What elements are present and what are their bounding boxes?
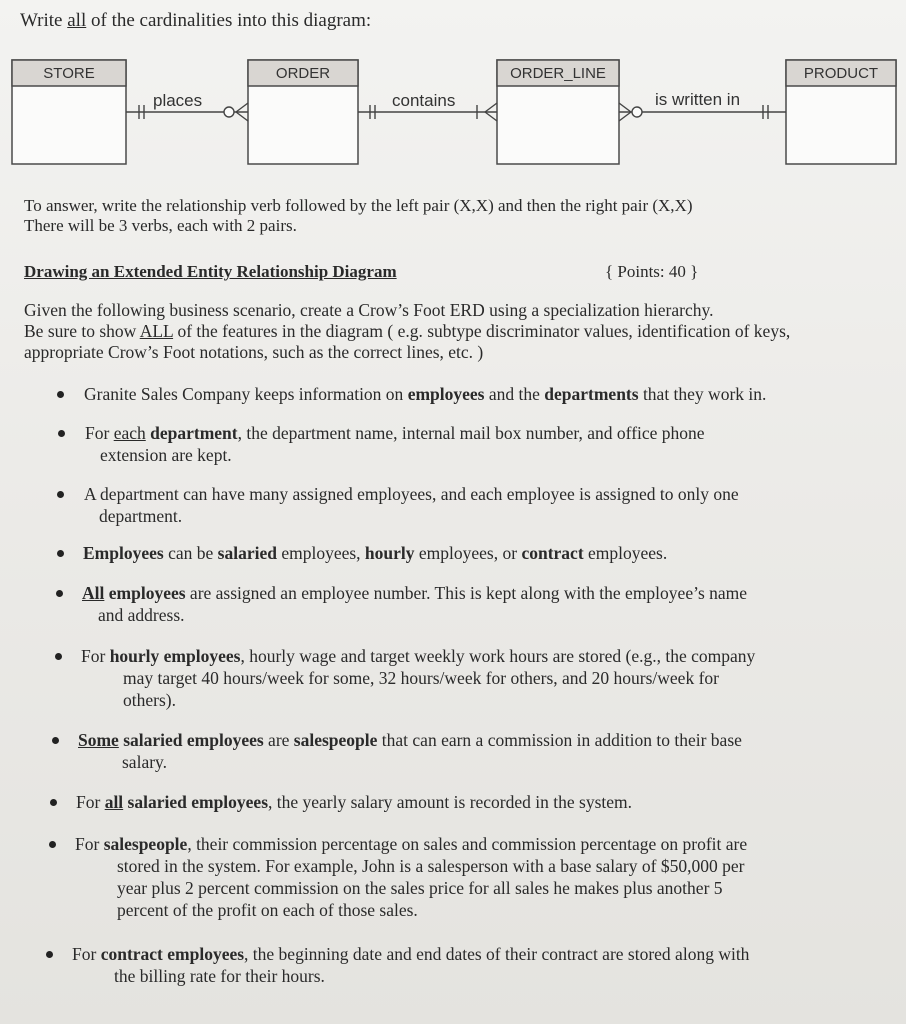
bullet-dot	[58, 430, 65, 437]
entity-store	[12, 60, 126, 164]
section-title: Drawing an Extended Entity Relationship Diagram	[24, 262, 397, 281]
bullet-dot	[57, 550, 64, 557]
entity-order-line-title: ORDER_LINE	[510, 65, 606, 82]
answer-instruction-line: There will be 3 verbs, each with 2 pairs.	[24, 216, 297, 235]
bullet-text: For all salaried employees, the yearly salary amount is recorded in the system.	[76, 792, 633, 812]
scenario-intro-emphasis: ALL	[139, 321, 174, 341]
entity-product	[786, 60, 896, 164]
erd-diagram	[0, 50, 906, 175]
bullet-dot	[52, 737, 59, 744]
bullet-text: Some salaried employees are salespeople that can earn a commission in addition to their base salary.	[78, 730, 742, 772]
entity-order-line	[497, 60, 619, 164]
bullet-dot	[56, 590, 63, 597]
relationship-places-label: places	[153, 91, 203, 110]
entity-order-title: ORDER	[275, 65, 331, 82]
entity-store-title: STORE	[43, 65, 95, 82]
relationship-is-written-in-label: is written in	[655, 90, 741, 109]
entity-order	[248, 60, 358, 164]
relationship-contains-label: contains	[392, 91, 456, 110]
bullet-text: For contract employees, the beginning date and end dates of their contract are stored along with the billing rate for their hours.	[72, 944, 750, 986]
question-emphasis: all	[67, 10, 87, 31]
question-text-end: of the cardinalities into this diagram:	[86, 10, 372, 31]
answer-instructions	[24, 196, 692, 236]
scenario-intro-line	[24, 321, 894, 342]
bullet-dot	[57, 491, 64, 498]
bullet-text: Granite Sales Company keeps information on employees and the departments that they work in.	[84, 384, 767, 404]
scenario-intro-text: of the features in the diagram ( e.g. subtype discriminator values, identification of keys,	[173, 321, 791, 341]
bullet-text: For hourly employees, hourly wage and target weekly work hours are stored (e.g., the company may target 40 hours/week for some, 32 hours/week for others, and 20 hours/week for others).	[81, 646, 756, 710]
bullet-dot	[46, 951, 53, 958]
answer-instruction-line: To answer, write the relationship verb followed by the left pair (X,X) and then the right pair (X,X)	[24, 196, 693, 215]
bullet-text: For each department, the department name, internal mail box number, and office phone extension are kept.	[85, 423, 705, 465]
bullet-dot	[55, 653, 62, 660]
question-prompt	[20, 10, 371, 32]
scenario-intro-line: appropriate Crow’s Foot notations, such as the correct lines, etc. )	[24, 342, 484, 362]
points-label: { Points: 40 }	[605, 262, 699, 281]
scenario-intro-line: Given the following business scenario, create a Crow’s Foot ERD using a specialization hierarchy.	[24, 300, 714, 320]
bullet-text: All employees are assigned an employee number. This is kept along with the employee’s name and address.	[82, 583, 748, 625]
entity-product-title: PRODUCT	[803, 65, 879, 82]
bullet-dot	[50, 799, 57, 806]
bullet-dot	[49, 841, 56, 848]
bullet-text: A department can have many assigned employees, and each employee is assigned to only one department.	[84, 484, 739, 526]
scenario-intro	[24, 300, 894, 363]
bullet-text: Employees can be salaried employees, hourly employees, or contract employees.	[83, 543, 668, 563]
question-text: Write	[20, 10, 68, 31]
bullet-dot	[57, 391, 64, 398]
bullet-text: For salespeople, their commission percentage on sales and commission percentage on profit are stored in the system. For example, John is a salesperson with a base salary of $50,000 per year plus 2 percent commission on the sales price for all sales he makes plus another 5 percent of the profit on each of those sales.	[75, 834, 748, 920]
scenario-intro-text: Be sure to show	[24, 321, 140, 341]
